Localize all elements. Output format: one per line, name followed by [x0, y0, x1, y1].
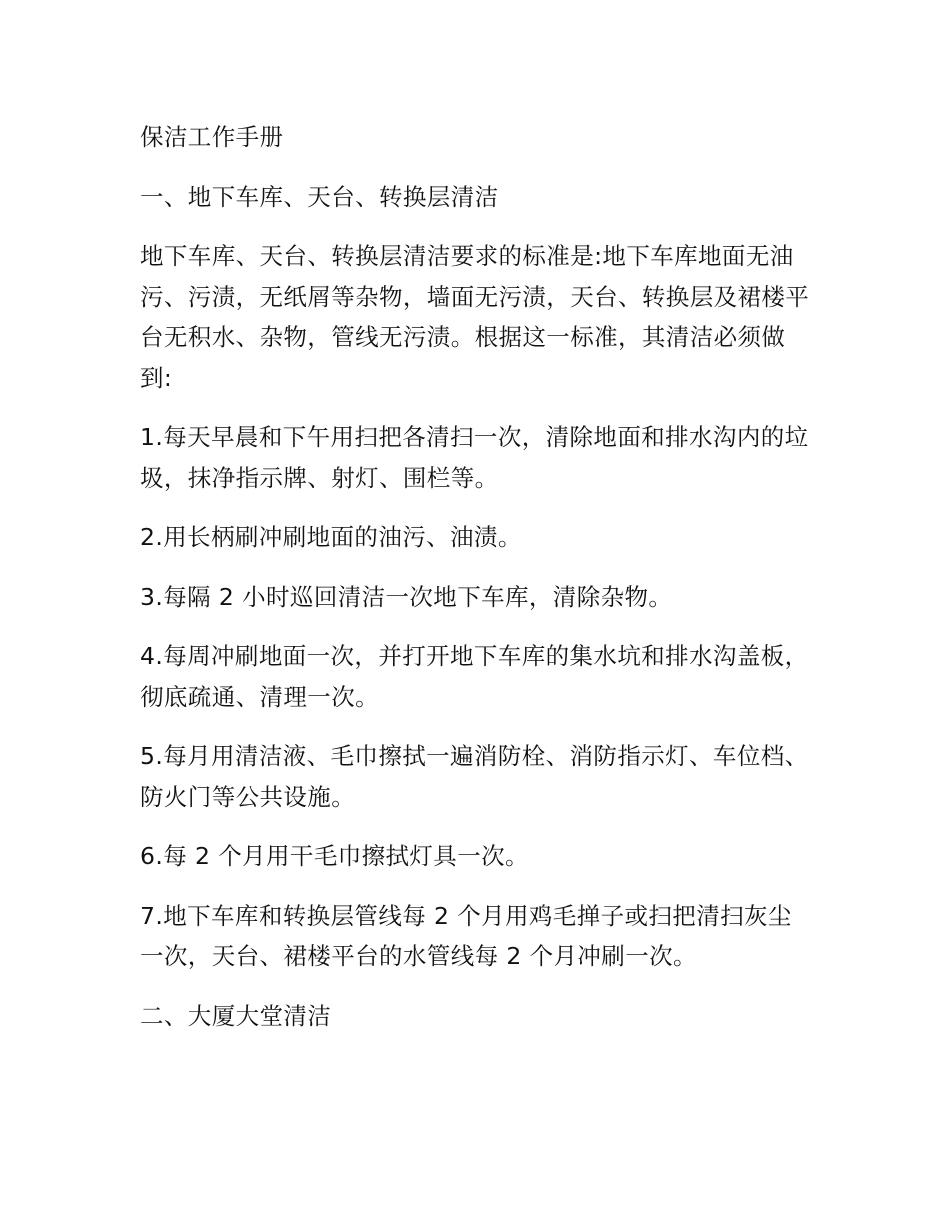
list-item: 6.每 2 个月用干毛巾擦拭灯具一次。 — [140, 842, 529, 870]
document-title: 保洁工作手册 — [140, 123, 284, 151]
list-item: 7.地下车库和转换层管线每 2 个月用鸡毛掸子或扫把清扫灰尘一次，天台、裙楼平台的水管线每 2 个月冲刷一次。 — [140, 901, 792, 970]
list-item: 3.每隔 2 小时巡回清洁一次地下车库，清除杂物。 — [140, 582, 673, 611]
list-item: 5.每月用清洁液、毛巾擦拭一遍消防栓、消防指示灯、车位档、防火门等公共设施。 — [140, 742, 809, 811]
section-1-intro: 地下车库、天台、转换层清洁要求的标准是:地下车库地面无油污、污渍，无纸屑等杂物，墙面无污渍，天台、转换层及裙楼平台无积水、杂物，管线无污渍。根据这一标准，其清洁必须做到: — [140, 242, 810, 392]
document-page — [140, 117, 810, 1055]
list-item: 2.用长柄刷冲刷地面的油污、油渍。 — [140, 523, 522, 551]
section-2-heading: 二、大厦大堂清洁 — [140, 1001, 332, 1030]
section-1-heading: 一、地下车库、天台、转换层清洁 — [140, 182, 499, 211]
list-item: 1.每天早晨和下午用扫把各清扫一次，清除地面和排水沟内的垃圾，抹净指示牌、射灯、围栏等。 — [140, 423, 809, 492]
list-item: 4.每周冲刷地面一次，并打开地下车库的集水坑和排水沟盖板，彻底疏通、清理一次。 — [140, 642, 809, 711]
